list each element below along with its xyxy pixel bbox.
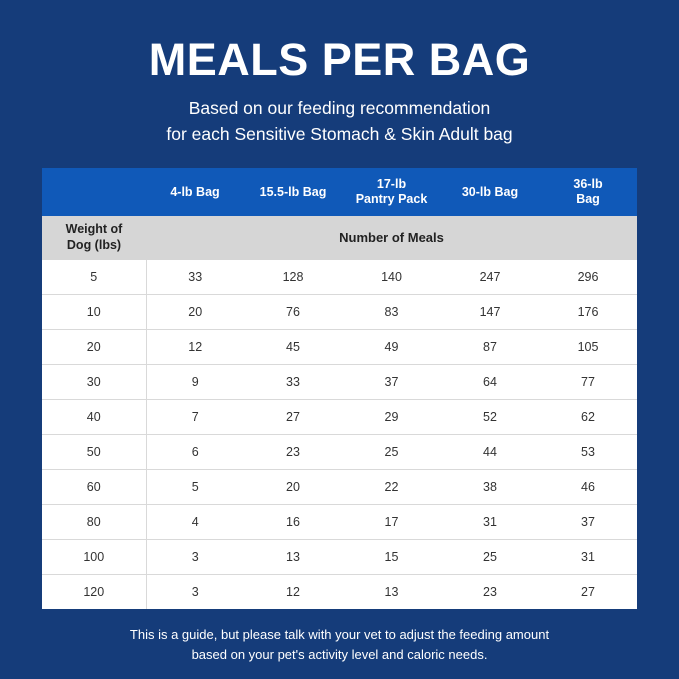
row-value-bag-5: 27: [539, 575, 637, 610]
row-value-bag-5: 62: [539, 400, 637, 435]
row-weight: 120: [42, 575, 146, 610]
table-row: [42, 400, 637, 435]
row-weight: 80: [42, 505, 146, 540]
table-row: [42, 260, 637, 295]
row-value-bag-4: 25: [441, 540, 539, 575]
row-weight: 40: [42, 400, 146, 435]
page-subtitle: [0, 96, 679, 147]
row-value-bag-1: 6: [146, 435, 244, 470]
table-row: [42, 470, 637, 505]
footnote-line-1: This is a guide, but please talk with your vet to adjust the feeding amount: [129, 627, 550, 642]
row-weight: 50: [42, 435, 146, 470]
row-value-bag-1: 5: [146, 470, 244, 505]
column-header-bag-5: [539, 168, 637, 216]
row-weight: 5: [42, 260, 146, 295]
table-header-row: [42, 168, 637, 216]
row-value-bag-4: 52: [441, 400, 539, 435]
row-value-bag-2: 128: [244, 260, 342, 295]
column-header-bag-1-line1: 4-lb Bag: [170, 184, 220, 199]
row-value-bag-3: 83: [342, 295, 441, 330]
row-value-bag-2: 23: [244, 435, 342, 470]
column-header-bag-4: [441, 168, 539, 216]
footnote: [0, 625, 679, 664]
weight-of-dog-label: [42, 216, 146, 260]
row-value-bag-4: 247: [441, 260, 539, 295]
row-value-bag-3: 13: [342, 575, 441, 610]
row-value-bag-4: 38: [441, 470, 539, 505]
column-header-bag-4-line1: 30-lb Bag: [461, 184, 519, 199]
row-value-bag-1: 4: [146, 505, 244, 540]
page-title: MEALS PER BAG: [148, 34, 531, 85]
row-weight: 30: [42, 365, 146, 400]
table-row: [42, 295, 637, 330]
row-value-bag-2: 16: [244, 505, 342, 540]
column-header-bag-5-line2: Bag: [576, 192, 600, 206]
row-value-bag-2: 20: [244, 470, 342, 505]
row-value-bag-5: 31: [539, 540, 637, 575]
column-header-bag-3-line1: 17-lb: [376, 177, 407, 191]
table-row: [42, 330, 637, 365]
row-value-bag-3: 25: [342, 435, 441, 470]
row-value-bag-3: 37: [342, 365, 441, 400]
weight-of-dog-label-line2: Dog (lbs): [66, 238, 122, 252]
row-value-bag-4: 64: [441, 365, 539, 400]
row-value-bag-1: 7: [146, 400, 244, 435]
row-value-bag-4: 87: [441, 330, 539, 365]
row-value-bag-3: 29: [342, 400, 441, 435]
row-weight: 60: [42, 470, 146, 505]
table-row: [42, 435, 637, 470]
row-value-bag-5: 176: [539, 295, 637, 330]
row-value-bag-4: 147: [441, 295, 539, 330]
row-value-bag-5: 105: [539, 330, 637, 365]
table-row: [42, 575, 637, 610]
row-value-bag-3: 140: [342, 260, 441, 295]
column-header-bag-3: [342, 168, 441, 216]
row-value-bag-3: 22: [342, 470, 441, 505]
row-value-bag-5: 46: [539, 470, 637, 505]
weight-of-dog-label-line1: Weight of: [65, 222, 123, 237]
column-header-bag-2-line1: 15.5-lb Bag: [259, 184, 327, 199]
row-value-bag-1: 12: [146, 330, 244, 365]
row-value-bag-2: 27: [244, 400, 342, 435]
row-value-bag-3: 17: [342, 505, 441, 540]
table-row: [42, 540, 637, 575]
column-header-bag-1: [146, 168, 244, 216]
row-value-bag-4: 23: [441, 575, 539, 610]
table-corner-cell: [42, 168, 146, 216]
meals-per-bag-table: [42, 168, 637, 609]
row-value-bag-2: 33: [244, 365, 342, 400]
row-value-bag-3: 15: [342, 540, 441, 575]
row-value-bag-2: 13: [244, 540, 342, 575]
row-value-bag-5: 37: [539, 505, 637, 540]
row-value-bag-2: 45: [244, 330, 342, 365]
meals-table-wrapper: [42, 168, 637, 609]
subtitle-line-1: Based on our feeding recommendation: [188, 98, 491, 119]
table-row: [42, 505, 637, 540]
column-header-bag-3-line2: Pantry Pack: [355, 192, 428, 206]
number-of-meals-label: Number of Meals: [146, 216, 637, 260]
table-subheader-row: [42, 216, 637, 260]
row-weight: 100: [42, 540, 146, 575]
footnote-line-2: based on your pet's activity level and caloric needs.: [191, 646, 488, 662]
row-value-bag-5: 53: [539, 435, 637, 470]
row-value-bag-1: 20: [146, 295, 244, 330]
row-weight: 10: [42, 295, 146, 330]
row-value-bag-5: 296: [539, 260, 637, 295]
column-header-bag-2: [244, 168, 342, 216]
table-row: [42, 365, 637, 400]
row-value-bag-2: 76: [244, 295, 342, 330]
subtitle-line-2: for each Sensitive Stomach & Skin Adult bag: [166, 123, 513, 144]
row-value-bag-1: 33: [146, 260, 244, 295]
row-value-bag-1: 3: [146, 540, 244, 575]
column-header-bag-5-line1: 36-lb: [573, 177, 603, 191]
row-value-bag-1: 3: [146, 575, 244, 610]
row-value-bag-4: 31: [441, 505, 539, 540]
row-value-bag-1: 9: [146, 365, 244, 400]
row-value-bag-2: 12: [244, 575, 342, 610]
row-weight: 20: [42, 330, 146, 365]
row-value-bag-3: 49: [342, 330, 441, 365]
row-value-bag-4: 44: [441, 435, 539, 470]
row-value-bag-5: 77: [539, 365, 637, 400]
